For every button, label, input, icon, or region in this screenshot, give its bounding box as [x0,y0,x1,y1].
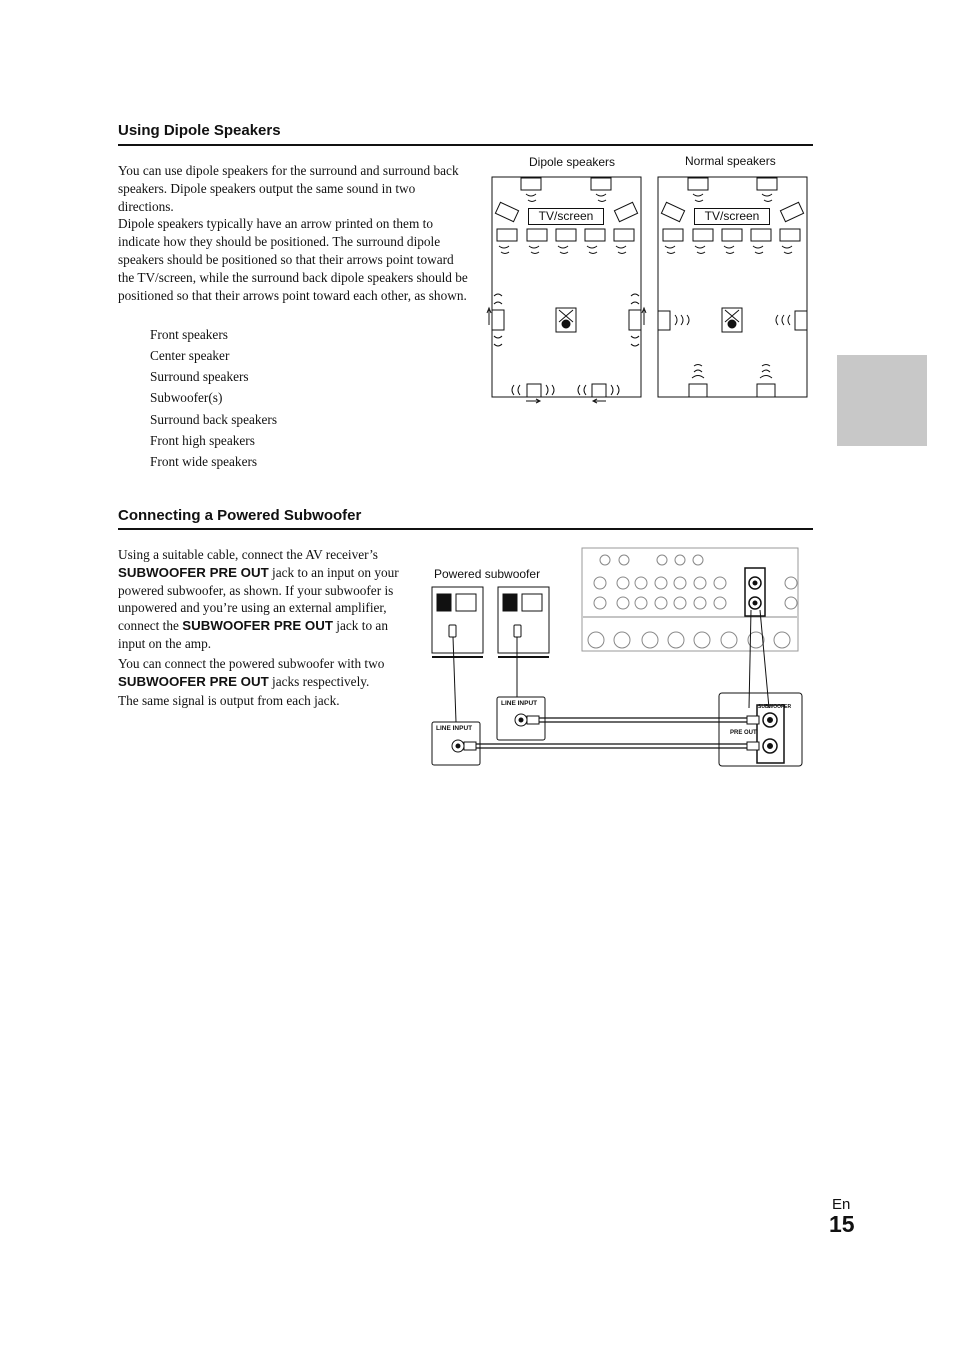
line-input-label: LINE INPUT [501,700,538,707]
text-run: jack to an input on the amp. [118,618,388,651]
text-run: You can connect the powered subwoofer with two [118,655,385,671]
section-heading-subwoofer: Connecting a Powered Subwoofer [118,507,362,524]
subwoofer-paragraph-3: The same signal is output from each jack. [118,693,340,709]
tv-screen-label: TV/screen [694,208,770,225]
list-item: Surround speakers [150,369,249,384]
list-item: Front speakers [150,327,228,342]
list-item: Subwoofer(s) [150,390,223,405]
jack-name: SUBWOOFER PRE OUT [118,564,269,580]
normal-caption: Normal speakers [685,154,776,168]
list-item: Front high speakers [150,433,255,448]
text-run: jack to an input on your powered subwoofer, as shown. If your subwoofer is unpowered and you’re using an external amplifier, connect the [118,564,399,634]
tv-screen-label: TV/screen [528,208,604,225]
dipole-paragraph-2: Dipole speakers typically have an arrow printed on them to indicate how they should be positioned. The surround dipole speakers should be positioned so that their arrows point toward the TV/screen, while the surround back dipole speakers should be positioned so that their arrows point toward each other, as shown. [118,216,468,303]
jack-name: SUBWOOFER PRE OUT [182,618,333,634]
text-run: Using a suitable cable, connect the AV receiver’s [118,547,378,562]
list-item: Surround back speakers [150,412,278,427]
list-item: Front wide speakers [150,454,258,469]
section-heading-dipole: Using Dipole Speakers [118,122,281,139]
pre-out-label: PRE OUT [730,730,757,736]
dipole-caption: Dipole speakers [529,155,616,169]
line-input-label: LINE INPUT [436,725,473,732]
jack-name: SUBWOOFER PRE OUT [118,673,269,689]
page-language: En [832,1196,851,1213]
dipole-paragraph-1: You can use dipole speakers for the surround and surround back speakers. Dipole speakers output the same sound in two directions. [118,163,459,214]
subwoofer-jack-label: SUBWOOFER [758,704,792,710]
list-item: Center speaker [150,348,230,363]
powered-subwoofer-caption: Powered subwoofer [434,567,541,581]
text-run: jacks respectively. [268,673,370,689]
page-number: 15 [829,1211,855,1237]
